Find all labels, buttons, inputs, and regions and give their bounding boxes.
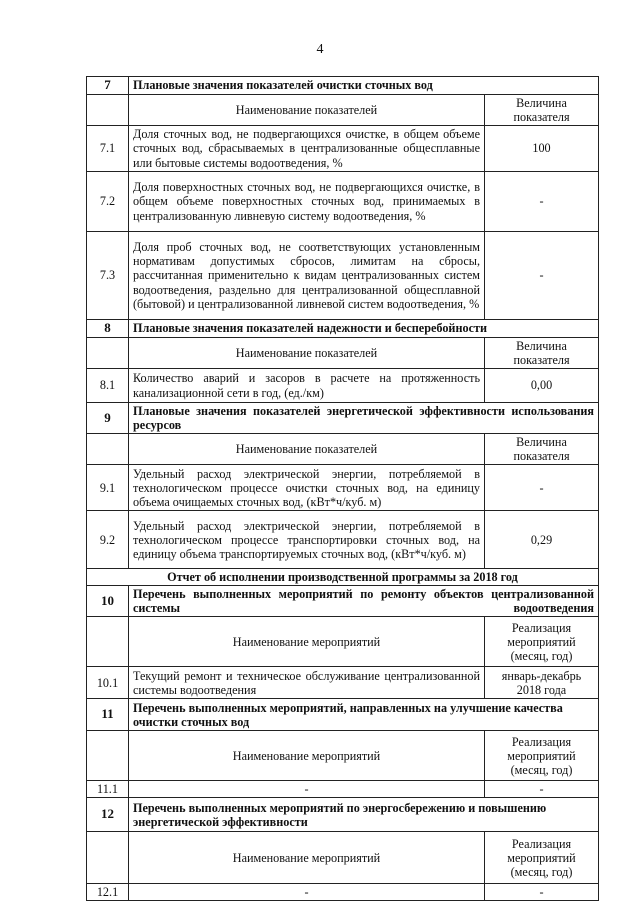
section-7-header	[87, 77, 599, 95]
row-number: 8.1	[87, 369, 129, 403]
column-header-value: Реализация мероприятий (месяц, год)	[485, 731, 599, 781]
row-description: Текущий ремонт и техническое обслуживание централизованной системы водоотведения	[129, 667, 485, 699]
table-row	[87, 126, 599, 172]
section-10-header	[87, 586, 599, 617]
table-row	[87, 232, 599, 320]
column-header-name: Наименование показателей	[129, 94, 485, 125]
section-8-header	[87, 320, 599, 338]
row-number: 11.1	[87, 781, 129, 798]
column-header-value: Величина показателя	[485, 337, 599, 368]
column-header-name: Наименование показателей	[129, 337, 485, 368]
row-description: Доля проб сточных вод, не соответствующих установленным нормативам допустимых сбросов, лимитам на сбросы, рассчитанная применительно к видам централизованных систем водоотведения, раздельно для централизованной общесплавной (бытовой) и централизованной ливневой систем водоотведения, %	[129, 232, 485, 320]
row-description: Количество аварий и засоров в расчете на протяженность канализационной сети в год, (ед./км)	[129, 369, 485, 403]
table-row	[87, 781, 599, 798]
page-number: 4	[316, 42, 324, 57]
row-value: январь-декабрь 2018 года	[485, 667, 599, 699]
row-number: 7.2	[87, 172, 129, 232]
section-12-header	[87, 798, 599, 832]
column-header-value: Величина показателя	[485, 434, 599, 465]
row-value: -	[485, 884, 599, 901]
row-value: -	[485, 465, 599, 511]
indicators-table	[86, 76, 599, 901]
column-header-name: Наименование мероприятий	[129, 617, 485, 667]
column-header-row	[87, 337, 599, 368]
section-number: 8	[87, 320, 129, 338]
section-title: Перечень выполненных мероприятий, направленных на улучшение качества очистки сточных вод	[129, 699, 599, 731]
row-description: Доля сточных вод, не подвергающихся очистке, в общем объеме сточных вод, сбрасываемых в централизованные общесплавные или бытовые системы водоотведения, %	[129, 126, 485, 172]
row-value: 100	[485, 126, 599, 172]
column-header-name: Наименование мероприятий	[129, 731, 485, 781]
column-header-row	[87, 832, 599, 884]
table-row	[87, 511, 599, 569]
section-number: 9	[87, 403, 129, 434]
column-header-name: Наименование мероприятий	[129, 832, 485, 884]
section-number: 12	[87, 798, 129, 832]
row-value: -	[485, 232, 599, 320]
column-header-row	[87, 94, 599, 125]
row-number: 9.1	[87, 465, 129, 511]
section-title: Перечень выполненных мероприятий по ремонту объектов централизованной системы водоотведения	[129, 586, 599, 617]
row-value: -	[485, 781, 599, 798]
row-number: 9.2	[87, 511, 129, 569]
column-header-row	[87, 617, 599, 667]
section-number: 11	[87, 699, 129, 731]
row-value: 0,29	[485, 511, 599, 569]
column-header-row	[87, 731, 599, 781]
row-description: -	[129, 884, 485, 901]
row-value: -	[485, 172, 599, 232]
section-11-header	[87, 699, 599, 731]
row-number: 7.1	[87, 126, 129, 172]
section-title: Плановые значения показателей надежности и бесперебойности	[129, 320, 599, 338]
section-number: 7	[87, 77, 129, 95]
column-header-value: Реализация мероприятий (месяц, год)	[485, 832, 599, 884]
column-header-row	[87, 434, 599, 465]
table-row	[87, 465, 599, 511]
row-description: Доля поверхностных сточных вод, не подвергающихся очистке, в общем объеме поверхностных сточных вод, принимаемых в централизованную ливневую систему водоотведения, %	[129, 172, 485, 232]
column-header-value: Реализация мероприятий (месяц, год)	[485, 617, 599, 667]
table-row	[87, 667, 599, 699]
section-title: Плановые значения показателей энергетической эффективности использования ресурсов	[129, 403, 599, 434]
table-row	[87, 369, 599, 403]
report-title: Отчет об исполнении производственной программы за 2018 год	[87, 569, 599, 586]
section-title: Плановые значения показателей очистки сточных вод	[129, 77, 599, 95]
row-description: Удельный расход электрической энергии, потребляемой в технологическом процессе очистки сточных вод, на единицу объема очищаемых сточных вод, (кВт*ч/куб. м)	[129, 465, 485, 511]
section-number: 10	[87, 586, 129, 617]
report-title-row	[87, 569, 599, 586]
row-description: Удельный расход электрической энергии, потребляемой в технологическом процессе транспортировки сточных вод, на единицу объема транспортируемых сточных вод, (кВт*ч/куб. м)	[129, 511, 485, 569]
table-row	[87, 884, 599, 901]
column-header-value: Величина показателя	[485, 94, 599, 125]
row-number: 7.3	[87, 232, 129, 320]
column-header-name: Наименование показателей	[129, 434, 485, 465]
row-value: 0,00	[485, 369, 599, 403]
row-number: 12.1	[87, 884, 129, 901]
section-9-header	[87, 403, 599, 434]
table-row	[87, 172, 599, 232]
row-number: 10.1	[87, 667, 129, 699]
section-title: Перечень выполненных мероприятий по энергосбережению и повышению энергетической эффективности	[129, 798, 599, 832]
row-description: -	[129, 781, 485, 798]
